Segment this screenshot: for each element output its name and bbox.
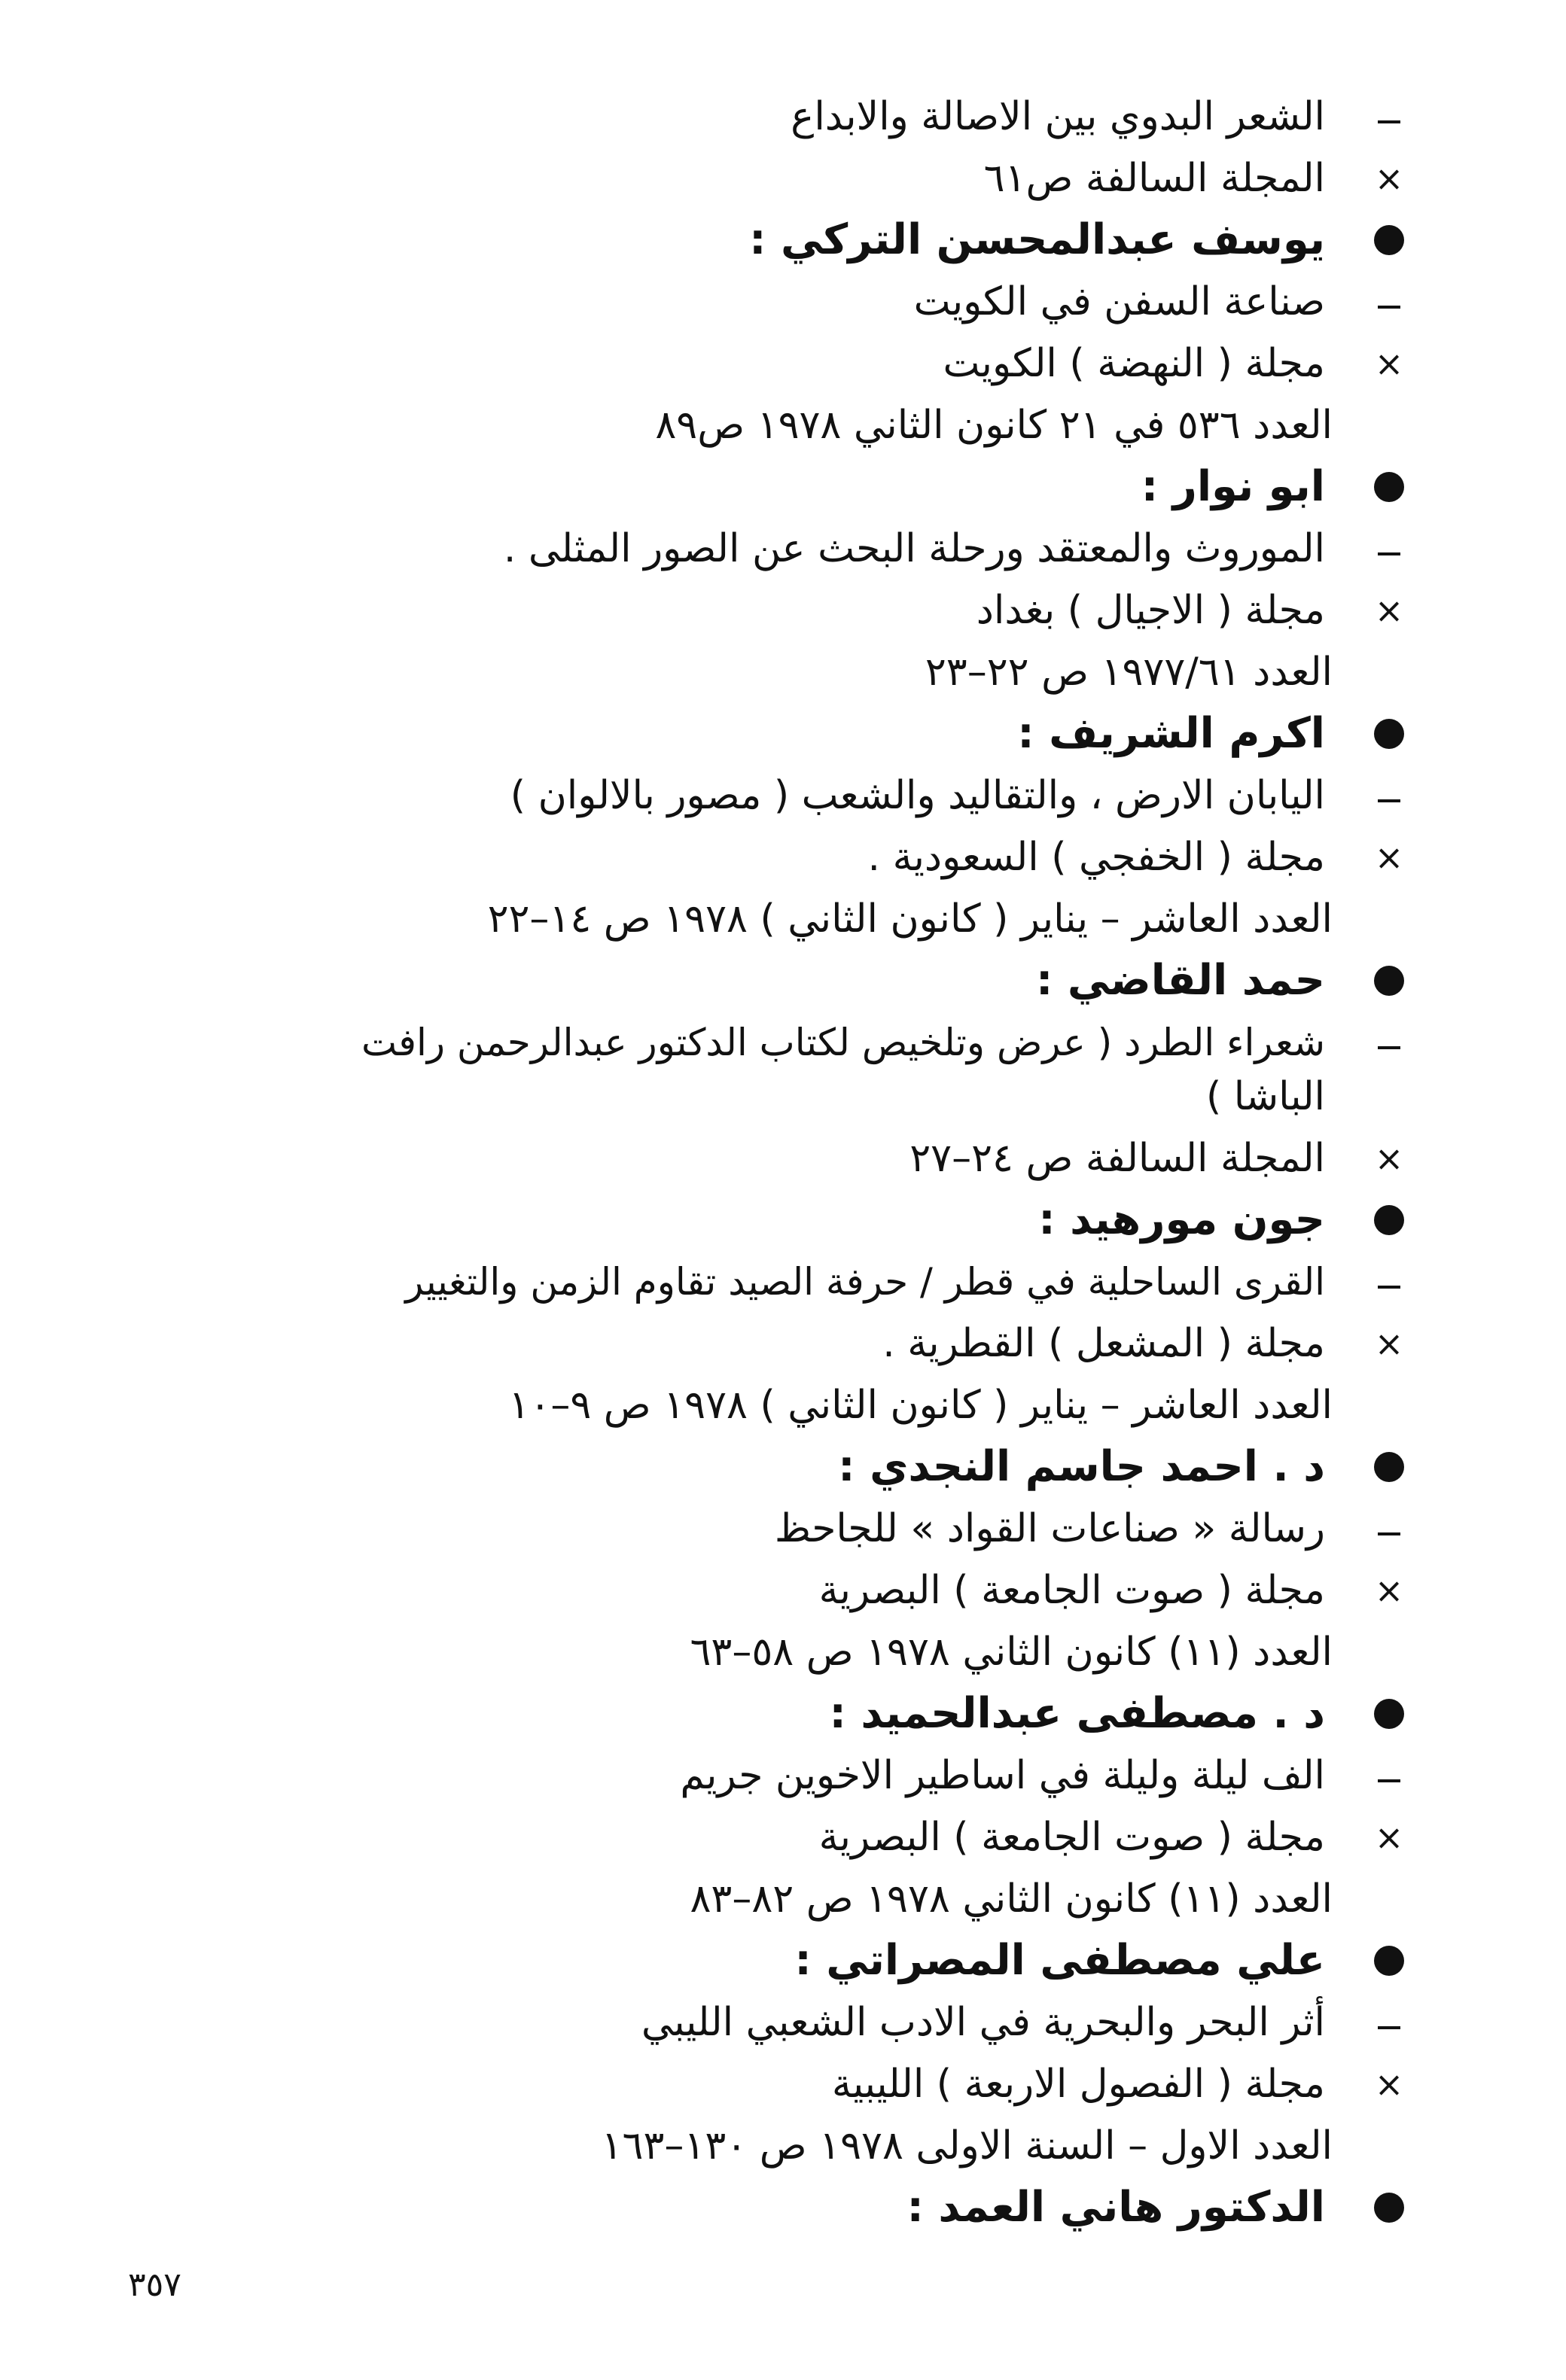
entry-title: [113, 519, 1415, 579]
page-number: ٣٥٧: [128, 2266, 181, 2304]
author-name: يوسف عبدالمحسن التركي :: [749, 215, 1325, 264]
entry-issue: [113, 2116, 1415, 2176]
entry-text: العدد العاشر – يناير ( كانون الثاني ) ١٩٧٨ ص ٩–١٠: [508, 1383, 1333, 1428]
entry-issue: [113, 1869, 1415, 1929]
author-name: علي مصطفى المصراتي :: [794, 1936, 1325, 1985]
entry-text: مجلة ( صوت الجامعة ) البصرية: [818, 1815, 1325, 1860]
author-name: د . احمد جاسم النجدي :: [838, 1442, 1325, 1491]
entry-source: [113, 1128, 1415, 1188]
entry-source: [113, 1313, 1415, 1374]
dash-icon: [1363, 765, 1415, 826]
entry-title: [113, 1745, 1415, 1806]
author-name: الدكتور هاني العمد :: [906, 2183, 1325, 2232]
entry-issue: [113, 1375, 1415, 1435]
author-heading: [113, 1931, 1415, 1991]
author-heading: [113, 2178, 1415, 2238]
entry-text: العدد ٥٣٦ في ٢١ كانون الثاني ١٩٧٨ ص٨٩: [655, 403, 1333, 448]
entry-issue: [113, 642, 1415, 702]
entry-issue: [113, 889, 1415, 949]
bullet-icon: [1363, 1931, 1415, 1991]
entry-text: رسالة « صناعات القواد » للجاحظ: [774, 1506, 1325, 1551]
entry-title: [113, 1252, 1415, 1312]
author-heading: [113, 210, 1415, 270]
bullet-icon: [1363, 2178, 1415, 2238]
cross-icon: ×: [1374, 343, 1404, 384]
cross-icon: ×: [1374, 1138, 1404, 1179]
entry-text: المجلة السالفة ص ٢٤–٢٧: [909, 1136, 1325, 1181]
dash-icon: [1363, 87, 1415, 147]
author-name: د . مصطفى عبدالحميد :: [829, 1689, 1325, 1738]
author-heading: [113, 1684, 1415, 1744]
entry-source: [113, 827, 1415, 887]
entry-text: المجلة السالفة ص٦١: [983, 156, 1325, 201]
entry-issue: [113, 395, 1415, 455]
entry-text: مجلة ( المشعل ) القطرية .: [882, 1321, 1325, 1366]
dash-icon: [1363, 1745, 1415, 1806]
dash-icon: [1363, 272, 1415, 332]
author-heading: [113, 1437, 1415, 1497]
entry-source: [113, 1807, 1415, 1867]
cross-icon: ×: [1374, 1570, 1404, 1611]
entry-title-continued: [113, 1067, 1415, 1127]
entry-source: [113, 2054, 1415, 2114]
entry-text: مجلة ( الفصول الاربعة ) الليبية: [831, 2062, 1325, 2107]
author-name: ابو نوار :: [1141, 462, 1325, 511]
entry-text: الف ليلة وليلة في اساطير الاخوين جريم: [680, 1753, 1325, 1798]
entry-text: العدد ١٩٧٧/٦١ ص ٢٢–٢٣: [925, 650, 1333, 695]
entry-text: مجلة ( الاجيال ) بغداد: [976, 588, 1325, 633]
entry-title: [113, 87, 1415, 147]
entry-title: [113, 272, 1415, 332]
entry-text: العدد العاشر – يناير ( كانون الثاني ) ١٩٧٨ ص ١٤–٢٢: [487, 896, 1333, 942]
entry-text: اليابان الارض ، والتقاليد والشعب ( مصور بالالوان ): [510, 773, 1325, 818]
author-heading: [113, 1190, 1415, 1250]
entry-source: [113, 580, 1415, 641]
entry-title: [113, 1992, 1415, 2053]
cross-icon: ×: [1374, 2064, 1404, 2105]
bullet-icon: [1363, 1190, 1415, 1250]
author-heading: [113, 457, 1415, 517]
cross-icon: ×: [1374, 1817, 1404, 1858]
bullet-icon: [1363, 210, 1415, 270]
cross-icon: ×: [1374, 590, 1404, 631]
author-heading: [113, 704, 1415, 764]
entry-text: الموروث والمعتقد ورحلة البحث عن الصور المثلى .: [503, 526, 1325, 571]
cross-icon: ×: [1374, 1323, 1404, 1364]
dash-icon: [1363, 519, 1415, 579]
entry-text: الشعر البدوي بين الاصالة والابداع: [791, 94, 1325, 139]
entry-text: مجلة ( النهضة ) الكويت: [943, 341, 1325, 386]
entry-text: مجلة ( الخفجي ) السعودية .: [867, 835, 1325, 880]
cross-icon: ×: [1374, 837, 1404, 878]
author-name: حمد القاضي :: [1036, 956, 1325, 1005]
bullet-icon: [1363, 1437, 1415, 1497]
entry-text: العدد الاول – السنة الاولى ١٩٧٨ ص ١٣٠–١٦٣: [601, 2123, 1333, 2168]
cross-icon: ×: [1374, 158, 1404, 199]
bullet-icon: [1363, 457, 1415, 517]
entry-title: [113, 765, 1415, 826]
author-name: جون مورهيد :: [1038, 1195, 1325, 1244]
entry-source: [113, 333, 1415, 394]
entry-text: العدد (١١) كانون الثاني ١٩٧٨ ص ٨٢–٨٣: [690, 1876, 1333, 1922]
author-name: اكرم الشريف :: [1017, 709, 1325, 758]
dash-icon: [1363, 1012, 1415, 1073]
author-heading: [113, 951, 1415, 1011]
dash-icon: [1363, 1992, 1415, 2053]
bullet-icon: [1363, 704, 1415, 764]
bullet-icon: [1363, 1684, 1415, 1744]
entry-title: [113, 1012, 1415, 1073]
entry-text: صناعة السفن في الكويت: [913, 279, 1325, 324]
entry-text: شعراء الطرد ( عرض وتلخيص لكتاب الدكتور عبدالرحمن رافت: [361, 1021, 1325, 1064]
entry-source: [113, 148, 1415, 208]
dash-icon: [1363, 1252, 1415, 1312]
bullet-icon: [1363, 951, 1415, 1011]
entry-text: العدد (١١) كانون الثاني ١٩٧٨ ص ٥٨–٦٣: [690, 1630, 1333, 1675]
entry-text: الباشا ): [1205, 1074, 1325, 1119]
entry-issue: [113, 1622, 1415, 1682]
entry-text: القرى الساحلية في قطر / حرفة الصيد تقاوم الزمن والتغيير: [405, 1260, 1325, 1304]
dash-icon: [1363, 1499, 1415, 1559]
entry-text: أثر البحر والبحرية في الادب الشعبي الليبي: [641, 2000, 1325, 2045]
entry-source: [113, 1560, 1415, 1621]
entry-text: مجلة ( صوت الجامعة ) البصرية: [818, 1568, 1325, 1613]
entry-title: [113, 1499, 1415, 1559]
